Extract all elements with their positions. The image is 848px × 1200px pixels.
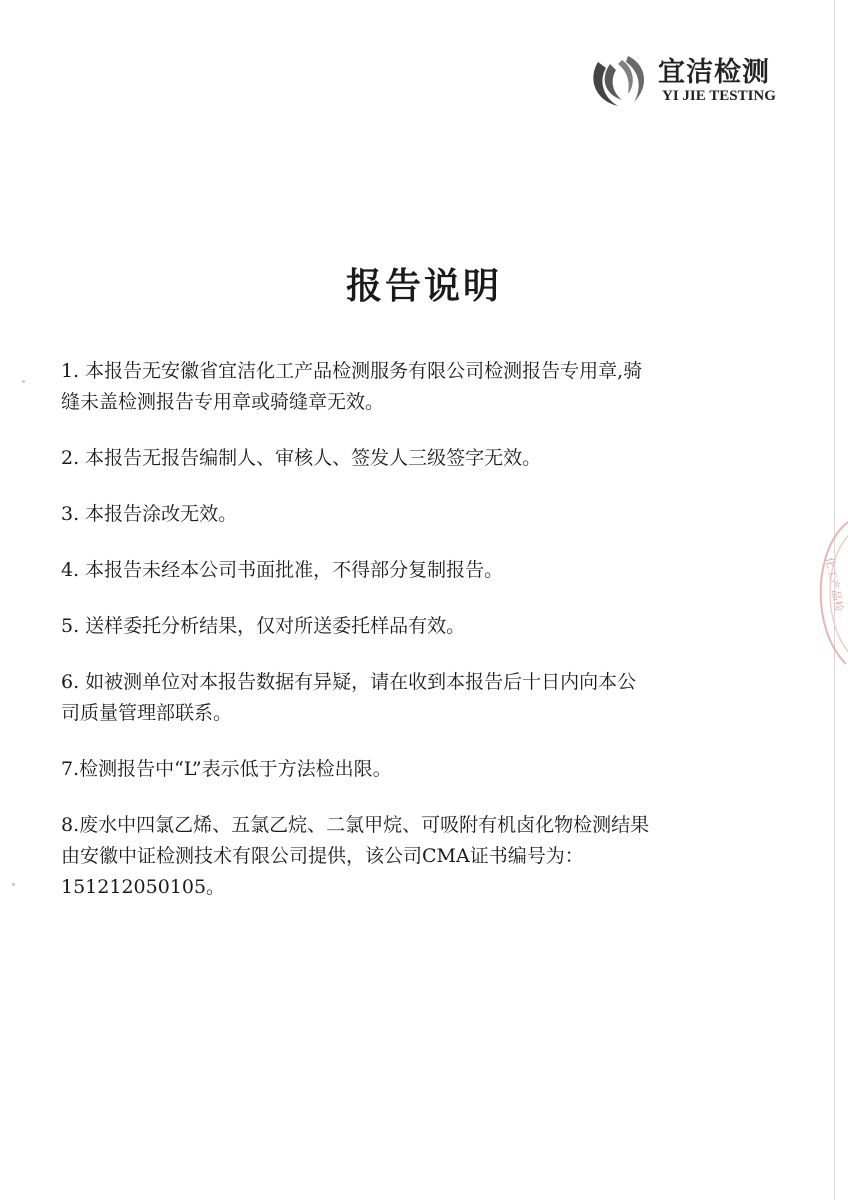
note-line: 由安徽中证检测技术有限公司提供，该公司CMA证书编号为： [61, 845, 584, 867]
note-item-2 [61, 443, 761, 474]
note-item-8 [61, 810, 761, 903]
logo-chinese-name: 宜洁检测 [658, 57, 770, 88]
partial-seal-stamp-icon [806, 518, 848, 668]
note-line: 5. 送样委托分析结果，仅对所送委托样品有效。 [61, 615, 466, 637]
swirl-logo-icon [588, 50, 650, 110]
scan-speck [22, 380, 25, 383]
note-item-1 [61, 356, 761, 418]
scan-speck [12, 883, 15, 886]
note-line: 6. 如被测单位对本报告数据有异疑，请在收到本报告后十日内向本公 [61, 671, 637, 693]
note-line: 缝未盖检测报告专用章或骑缝章无效。 [61, 391, 385, 413]
note-item-6 [61, 667, 761, 729]
note-line: 司质量管理部联系。 [61, 702, 233, 724]
note-line: 3. 本报告涂改无效。 [61, 503, 238, 525]
note-item-7 [61, 754, 761, 785]
note-line: 2. 本报告无报告编制人、审核人、签发人三级签字无效。 [61, 447, 542, 469]
page-title: 报告说明 [345, 266, 502, 307]
note-line: 7.检测报告中“L”表示低于方法检出限。 [61, 758, 392, 780]
note-item-4 [61, 555, 761, 586]
note-line: 1. 本报告无安徽省宜洁化工产品检测服务有限公司检测报告专用章,骑 [61, 360, 643, 382]
notes-list [61, 356, 761, 903]
note-item-5 [61, 611, 761, 642]
logo-english-name: YI JIE TESTING [662, 88, 776, 104]
note-item-3 [61, 499, 761, 530]
stamp-text: 化工产品检 [823, 556, 846, 613]
note-line: 151212050105。 [61, 876, 226, 898]
note-line: 8.废水中四氯乙烯、五氯乙烷、二氯甲烷、可吸附有机卤化物检测结果 [61, 814, 650, 836]
note-line: 4. 本报告未经本公司书面批准，不得部分复制报告。 [61, 559, 504, 581]
company-logo [588, 50, 808, 110]
